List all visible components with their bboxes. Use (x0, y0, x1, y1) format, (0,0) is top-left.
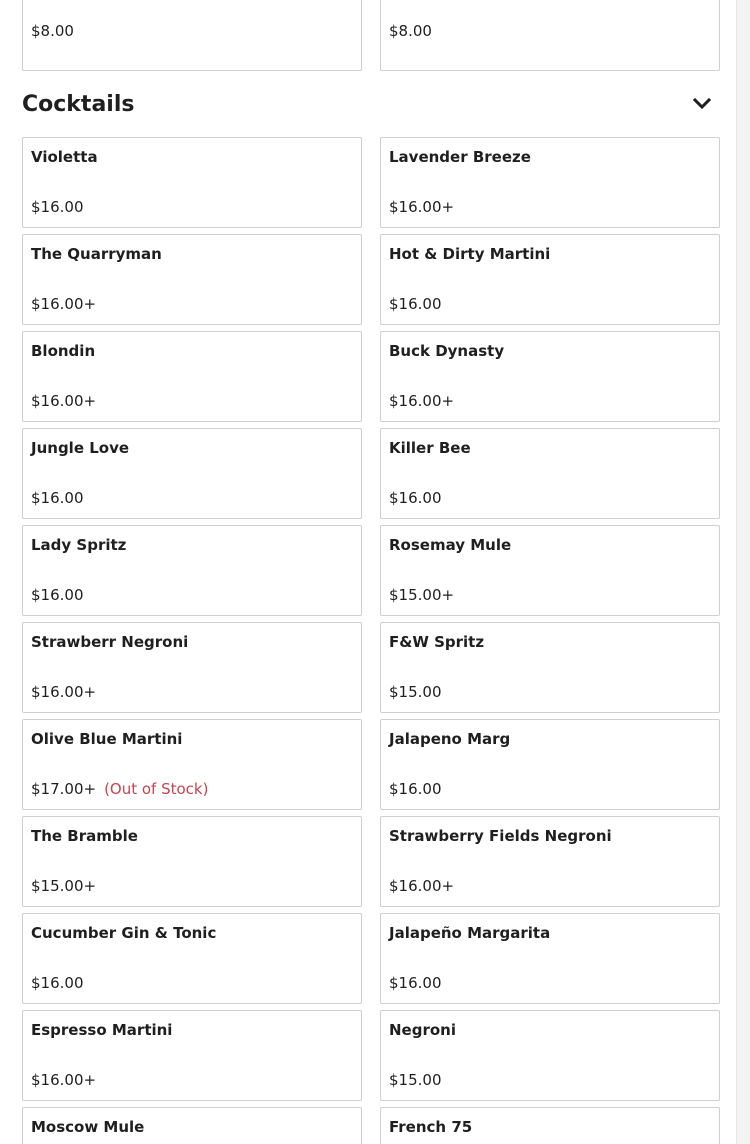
menu-item-price: $15.00 (389, 1071, 442, 1089)
menu-item-name: Strawberr Negroni (31, 633, 189, 651)
menu-item-name: Killer Bee (389, 439, 471, 457)
menu-item-price: $16.00+ (389, 198, 455, 216)
menu-item-name: Lavender Breeze (389, 148, 531, 166)
menu-item-price: $15.00+ (31, 877, 97, 895)
menu-item-name: Jungle Love (31, 439, 130, 457)
menu-item-name: F&W Spritz (389, 633, 485, 651)
scrollbar[interactable] (736, 0, 750, 1144)
menu-item-card[interactable] (22, 331, 362, 422)
menu-item-card[interactable] (22, 137, 362, 228)
menu-item-card[interactable] (380, 137, 720, 228)
section-title: Cocktails (22, 92, 135, 117)
menu-item-price-row (31, 780, 208, 798)
menu-item-name: Rosemay Mule (389, 536, 512, 554)
menu-item-name: Strawberry Fields Negroni (389, 827, 612, 845)
menu-item-card[interactable] (22, 622, 362, 713)
menu-item-price-row (389, 489, 442, 507)
menu-item-price-row (31, 1071, 96, 1089)
menu-item-card[interactable] (22, 816, 362, 907)
menu-item-name: Jalapeno Marg (389, 730, 511, 748)
menu-item-price: $15.00 (389, 683, 442, 701)
menu-item-price: $8.00 (31, 22, 74, 40)
menu-item-price: $16.00+ (31, 392, 97, 410)
menu-item-price-row (31, 586, 84, 604)
menu-item-card[interactable] (380, 1107, 720, 1144)
menu-item-price: $16.00 (31, 586, 84, 604)
menu-item-card[interactable] (22, 719, 362, 810)
menu-item-price: $16.00 (31, 198, 84, 216)
menu-item-price-row (389, 198, 454, 216)
menu-item-name: The Quarryman (31, 245, 162, 263)
menu-item-name: Negroni (389, 1021, 456, 1039)
menu-item-card[interactable] (380, 525, 720, 616)
menu-item-price-row (389, 780, 442, 798)
menu-item-price-row (389, 1071, 442, 1089)
menu-item-price-row (389, 586, 454, 604)
menu-item-card[interactable] (22, 1107, 362, 1144)
menu-item-card[interactable] (22, 428, 362, 519)
menu-item-price: $16.00 (389, 489, 442, 507)
menu-item-name: Lady Spritz (31, 536, 127, 554)
menu-item-card[interactable] (22, 234, 362, 325)
menu-item-card[interactable] (380, 913, 720, 1004)
menu-item-name: Moscow Mule (31, 1118, 145, 1136)
menu-item-card[interactable] (380, 622, 720, 713)
menu-item-name: The Bramble (31, 827, 138, 845)
menu-item-price: $16.00+ (31, 683, 97, 701)
menu-item-card[interactable] (380, 816, 720, 907)
menu-item-price: $16.00+ (31, 1071, 97, 1089)
menu-item-price: $16.00+ (31, 295, 97, 313)
menu-item-price: $15.00+ (389, 586, 455, 604)
menu-item-card[interactable] (380, 1010, 720, 1101)
menu-item-price: $16.00 (389, 295, 442, 313)
menu-item-card[interactable] (380, 428, 720, 519)
menu-item-price-row (31, 974, 84, 992)
chevron-down-icon[interactable] (692, 96, 712, 112)
menu-item-price-row (31, 392, 96, 410)
out-of-stock-label: (Out of Stock) (104, 780, 209, 798)
menu-item-price-row (389, 683, 442, 701)
menu-item-price-row (31, 877, 96, 895)
menu-item-price: $16.00 (31, 974, 84, 992)
menu-item-price: $16.00+ (389, 392, 455, 410)
menu-item-price: $16.00+ (389, 877, 455, 895)
menu-item-card[interactable] (22, 1010, 362, 1101)
menu-item-price-row (389, 877, 454, 895)
menu-item-name: Buck Dynasty (389, 342, 505, 360)
menu-item-name: Cucumber Gin & Tonic (31, 924, 217, 942)
menu-item-name: Hot & Dirty Martini (389, 245, 551, 263)
menu-item-card[interactable] (380, 719, 720, 810)
menu-item-price: $17.00+ (31, 780, 97, 798)
menu-item-price-row (31, 489, 84, 507)
menu-item-card[interactable] (22, 913, 362, 1004)
menu-item-price-row (31, 683, 96, 701)
menu-item-price: $8.00 (389, 22, 432, 40)
menu-item-name: French 75 (389, 1118, 473, 1136)
menu-item-card[interactable] (380, 234, 720, 325)
section-header-cocktails[interactable] (22, 90, 720, 126)
menu-item-name: Olive Blue Martini (31, 730, 183, 748)
menu-item-price-row (31, 198, 84, 216)
menu-item-card[interactable] (22, 525, 362, 616)
menu-item-price-row (31, 295, 96, 313)
menu-item-price: $16.00 (389, 974, 442, 992)
menu-item-price: $16.00 (31, 489, 84, 507)
menu-item-price-row (389, 295, 442, 313)
menu-item-name: Blondin (31, 342, 96, 360)
menu-item-card[interactable] (380, 0, 720, 71)
menu-item-price-row (389, 392, 454, 410)
menu-item-price: $16.00 (389, 780, 442, 798)
menu-item-card[interactable] (380, 331, 720, 422)
menu-item-name: Violetta (31, 148, 98, 166)
menu-item-price-row (389, 974, 442, 992)
menu-item-name: Jalapeño Margarita (389, 924, 551, 942)
menu-item-name: Espresso Martini (31, 1021, 173, 1039)
menu-item-card[interactable] (22, 0, 362, 71)
